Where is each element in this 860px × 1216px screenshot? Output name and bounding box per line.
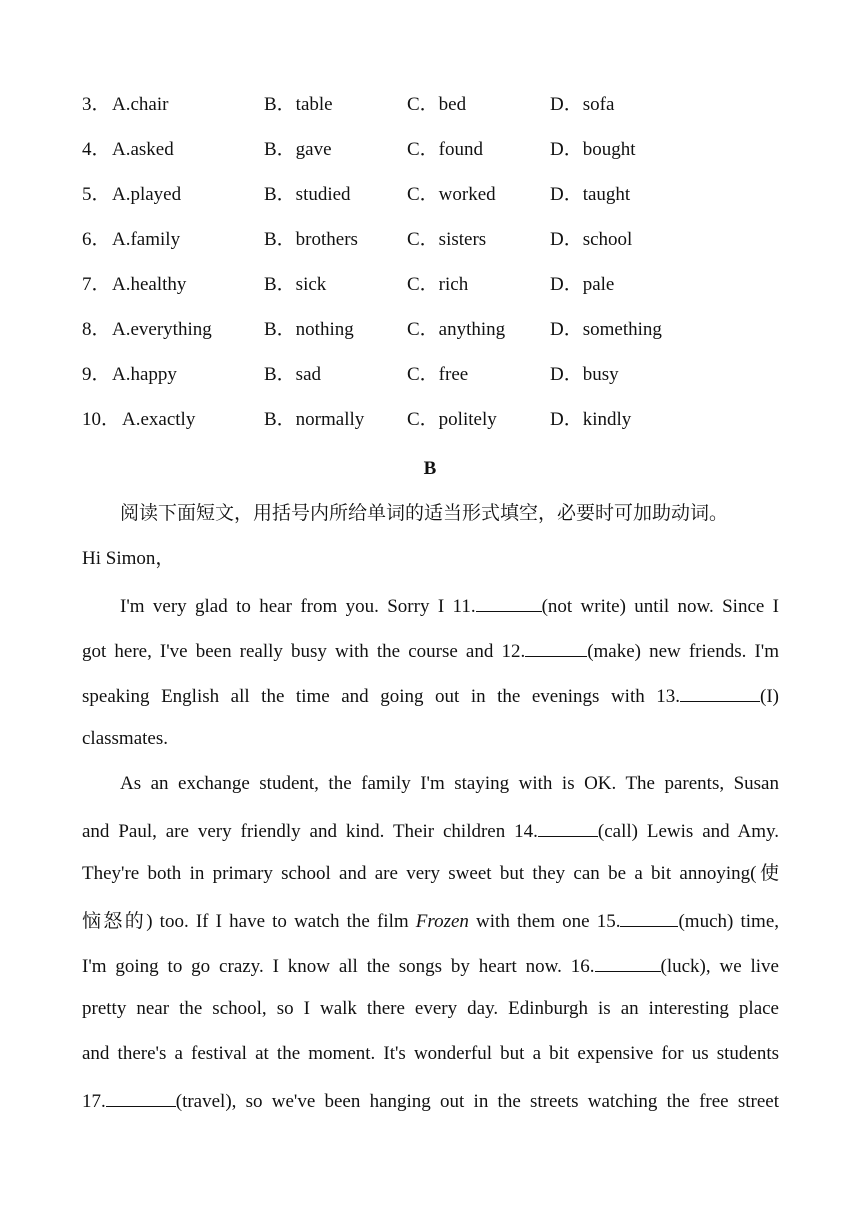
paragraph-line: speaking English all the time and going out in the evenings with 13. (I): [82, 679, 779, 724]
option-b: B．gave: [264, 139, 332, 160]
question-number: 6．: [82, 229, 111, 250]
blank-12[interactable]: [525, 634, 587, 657]
option-a: A.everything: [112, 319, 212, 340]
question-number: 5．: [82, 184, 111, 205]
option-d: D．busy: [550, 364, 619, 385]
paragraph-line: and Paul, are very friendly and kind. Their children 14. (call) Lewis and Amy.: [82, 814, 779, 859]
option-b: B．table: [264, 94, 333, 115]
option-row: [82, 360, 782, 405]
option-a: A.asked: [112, 139, 174, 160]
question-number: 4．: [82, 139, 111, 160]
option-b: B．normally: [264, 409, 365, 430]
option-c: C．anything: [407, 319, 506, 340]
blank-16[interactable]: [595, 949, 661, 972]
option-c: C．free: [407, 364, 469, 385]
film-title: Frozen: [415, 911, 469, 932]
option-a: A.happy: [112, 364, 177, 385]
option-a: A.chair: [112, 94, 169, 115]
question-number: 7．: [82, 274, 111, 295]
paragraph-line: They're both in primary school and are very sweet but they can be a bit annoying(使: [82, 863, 779, 884]
option-a: A.played: [112, 184, 182, 205]
option-d: D．kindly: [550, 409, 632, 430]
option-d: D．school: [550, 229, 633, 250]
option-d: D．something: [550, 319, 662, 340]
paragraph-line: got here, I've been really busy with the course and 12. (make) new friends. I'm: [82, 634, 779, 679]
question-number: 8．: [82, 319, 111, 340]
option-c: C．worked: [407, 184, 496, 205]
paragraph-line: 17. (travel), so we've been hanging out in the streets watching the free street: [82, 1084, 779, 1129]
question-number: 9．: [82, 364, 111, 385]
instruction: 阅读下面短文，用括号内所给单词的适当形式填空，必要时可加助动词。: [120, 503, 729, 524]
paragraph-line: and there's a festival at the moment. It's wonderful but a bit expensive for us students: [82, 1043, 779, 1064]
option-a: A.healthy: [112, 274, 187, 295]
section-b-body: [82, 499, 779, 1129]
question-number: 3．: [82, 94, 111, 115]
question-number: 10．: [82, 409, 121, 430]
paragraph-line: I'm very glad to hear from you. Sorry I 11. (not write) until now. Since I: [82, 589, 779, 634]
option-c: C．found: [407, 139, 484, 160]
blank-17[interactable]: [106, 1084, 176, 1107]
option-a: A.family: [112, 229, 181, 250]
option-c: C．sisters: [407, 229, 487, 250]
option-d: D．pale: [550, 274, 615, 295]
multiple-choice-options: [82, 90, 782, 450]
option-b: B．sad: [264, 364, 322, 385]
option-d: D．bought: [550, 139, 636, 160]
option-b: B．nothing: [264, 319, 354, 340]
paragraph-line: classmates.: [82, 728, 169, 749]
option-b: B．brothers: [264, 229, 358, 250]
option-d: D．taught: [550, 184, 631, 205]
blank-15[interactable]: [620, 904, 678, 927]
paragraph-line: I'm going to go crazy. I know all the songs by heart now. 16. (luck), we live: [82, 949, 779, 994]
option-b: B．studied: [264, 184, 351, 205]
option-c: C．rich: [407, 274, 469, 295]
option-row: [82, 90, 782, 135]
option-d: D．sofa: [550, 94, 615, 115]
blank-13[interactable]: [680, 679, 760, 702]
blank-14[interactable]: [538, 814, 598, 837]
option-row: [82, 225, 782, 270]
section-title: B: [423, 458, 437, 479]
option-b: B．sick: [264, 274, 327, 295]
option-row: [82, 135, 782, 180]
option-c: C．politely: [407, 409, 497, 430]
paragraph-line: pretty near the school, so I walk there every day. Edinburgh is an interesting place: [82, 998, 779, 1019]
option-a: A.exactly: [122, 409, 196, 430]
option-row: [82, 405, 782, 450]
option-row: [82, 180, 782, 225]
blank-11[interactable]: [476, 589, 542, 612]
paragraph-line: 恼怒的) too. If I have to watch the film Frozen with them one 15. (much) time,: [82, 904, 779, 949]
greeting: Hi Simon，: [82, 548, 175, 569]
option-row: [82, 270, 782, 315]
option-row: [82, 315, 782, 360]
option-c: C．bed: [407, 94, 467, 115]
paragraph-line: As an exchange student, the family I'm staying with is OK. The parents, Susan: [120, 773, 779, 794]
